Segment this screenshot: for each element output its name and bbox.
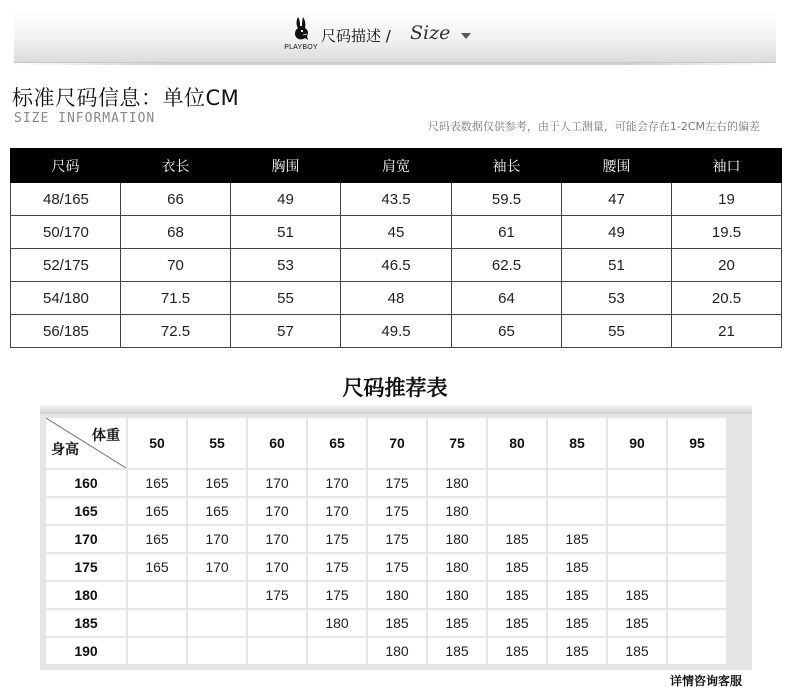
bunny-logo-icon (283, 15, 319, 43)
table-cell: 72.5 (121, 315, 231, 348)
table-cell: 20.5 (672, 282, 782, 315)
table-cell: 46.5 (341, 249, 452, 282)
header-band (14, 10, 776, 63)
recommend-header-row (46, 418, 726, 468)
recommend-topbar (40, 405, 752, 414)
recommend-cell: 165 (128, 470, 186, 496)
recommend-cell: 185 (428, 610, 486, 636)
height-label: 180 (46, 582, 126, 608)
brand-name: PLAYBOY (284, 44, 318, 51)
recommend-cell: 180 (428, 498, 486, 524)
recommend-cell: 170 (248, 498, 306, 524)
weight-header: 95 (668, 418, 726, 468)
table-cell: 66 (121, 183, 231, 216)
table-cell: 20 (672, 249, 782, 282)
recommend-cell: 175 (368, 554, 426, 580)
recommend-cell: 165 (128, 498, 186, 524)
weight-header: 60 (248, 418, 306, 468)
table-cell: 51 (231, 216, 341, 249)
table-cell: 68 (121, 216, 231, 249)
table-row (46, 470, 726, 496)
recommend-cell: 175 (368, 526, 426, 552)
recommend-cell: 180 (428, 470, 486, 496)
header-cell: 衣长 (121, 149, 231, 183)
table-row (46, 498, 726, 524)
recommend-cell: 185 (488, 638, 546, 664)
header-cell: 肩宽 (341, 149, 452, 183)
recommend-cell: 170 (188, 526, 246, 552)
header-script-title: Size (410, 22, 451, 44)
table-row (11, 183, 782, 216)
recommend-cell: 165 (188, 498, 246, 524)
recommend-cell (668, 554, 726, 580)
recommend-cell (548, 470, 606, 496)
table-cell: 65 (452, 315, 562, 348)
table-row (46, 610, 726, 636)
weight-header: 85 (548, 418, 606, 468)
recommend-title: 尺码推荐表 (342, 376, 448, 400)
table-cell: 61 (452, 216, 562, 249)
table-cell: 43.5 (341, 183, 452, 216)
size-table-header (11, 149, 782, 183)
recommend-cell: 185 (548, 638, 606, 664)
recommend-cell: 185 (548, 526, 606, 552)
table-row (11, 282, 782, 315)
table-cell: 19.5 (672, 216, 782, 249)
table-row (46, 638, 726, 664)
recommend-table (44, 416, 728, 666)
recommend-cell: 185 (608, 638, 666, 664)
recommend-cell: 180 (368, 638, 426, 664)
recommend-cell: 180 (308, 610, 366, 636)
corner-cell (46, 418, 126, 468)
height-label: 170 (46, 526, 126, 552)
recommend-cell: 170 (248, 470, 306, 496)
recommend-cell: 185 (548, 554, 606, 580)
weight-header: 80 (488, 418, 546, 468)
table-cell: 56/185 (11, 315, 121, 348)
table-cell: 51 (562, 249, 672, 282)
recommend-cell (668, 610, 726, 636)
recommend-cell: 170 (308, 498, 366, 524)
corner-height-label: 身高 (51, 442, 79, 458)
height-label: 190 (46, 638, 126, 664)
recommend-cell: 180 (368, 582, 426, 608)
header-cell: 尺码 (11, 149, 121, 183)
table-cell: 53 (562, 282, 672, 315)
recommend-cell (608, 554, 666, 580)
size-info-note: 尺码表数据仅供参考，由于人工测量，可能会存在1-2CM左右的偏差 (427, 120, 760, 133)
recommend-cell: 175 (368, 498, 426, 524)
weight-header: 65 (308, 418, 366, 468)
recommend-cell: 185 (548, 610, 606, 636)
size-info-subtitle: SIZE INFORMATION (14, 111, 156, 126)
recommend-cell (248, 610, 306, 636)
table-row (11, 249, 782, 282)
size-info-title: 标准尺码信息：单位CM (12, 86, 240, 110)
recommend-cell: 165 (188, 470, 246, 496)
table-cell: 47 (562, 183, 672, 216)
recommend-cell: 185 (488, 554, 546, 580)
table-cell: 55 (231, 282, 341, 315)
weight-header: 70 (368, 418, 426, 468)
table-cell: 57 (231, 315, 341, 348)
recommend-cell: 170 (248, 526, 306, 552)
recommend-cell (308, 638, 366, 664)
table-cell: 19 (672, 183, 782, 216)
table-cell: 55 (562, 315, 672, 348)
recommend-cell: 180 (428, 582, 486, 608)
footer-note: 详情咨询客服 (669, 674, 742, 688)
recommend-cell: 185 (428, 638, 486, 664)
recommend-cell: 185 (488, 526, 546, 552)
table-row (11, 315, 782, 348)
size-table (10, 148, 782, 348)
recommend-cell: 175 (368, 470, 426, 496)
table-cell: 50/170 (11, 216, 121, 249)
recommend-cell: 185 (608, 582, 666, 608)
recommend-cell: 165 (128, 554, 186, 580)
recommend-cell (548, 498, 606, 524)
table-row (46, 554, 726, 580)
table-cell: 64 (452, 282, 562, 315)
table-cell: 45 (341, 216, 452, 249)
weight-header: 55 (188, 418, 246, 468)
weight-header: 75 (428, 418, 486, 468)
height-label: 160 (46, 470, 126, 496)
recommend-cell (608, 526, 666, 552)
table-row (46, 582, 726, 608)
recommend-cell (668, 582, 726, 608)
table-cell: 62.5 (452, 249, 562, 282)
recommend-cell: 185 (548, 582, 606, 608)
header-title: 尺码描述 / (321, 27, 391, 45)
table-row (11, 216, 782, 249)
recommend-cell: 165 (128, 526, 186, 552)
table-cell: 54/180 (11, 282, 121, 315)
table-cell: 52/175 (11, 249, 121, 282)
recommend-cell: 185 (488, 610, 546, 636)
height-label: 185 (46, 610, 126, 636)
header-cell: 腰围 (562, 149, 672, 183)
recommend-cell (128, 582, 186, 608)
weight-header: 50 (128, 418, 186, 468)
recommend-cell (188, 582, 246, 608)
table-cell: 49.5 (341, 315, 452, 348)
recommend-cell (128, 638, 186, 664)
recommend-cell (128, 610, 186, 636)
table-cell: 48/165 (11, 183, 121, 216)
recommend-cell: 185 (608, 610, 666, 636)
header-cell: 袖口 (672, 149, 782, 183)
recommend-cell: 175 (308, 526, 366, 552)
recommend-cell (488, 470, 546, 496)
recommend-cell: 175 (308, 582, 366, 608)
recommend-cell: 170 (248, 554, 306, 580)
recommend-cell (608, 470, 666, 496)
recommend-cell (668, 470, 726, 496)
recommend-cell (668, 498, 726, 524)
recommend-cell (668, 526, 726, 552)
recommend-cell (248, 638, 306, 664)
table-cell: 71.5 (121, 282, 231, 315)
table-cell: 53 (231, 249, 341, 282)
height-label: 165 (46, 498, 126, 524)
recommend-cell (608, 498, 666, 524)
header-cell: 袖长 (452, 149, 562, 183)
recommend-cell: 180 (428, 554, 486, 580)
chevron-down-icon[interactable] (461, 33, 471, 39)
recommend-cell: 175 (308, 554, 366, 580)
recommend-cell (188, 610, 246, 636)
header-cell: 胸围 (231, 149, 341, 183)
table-cell: 70 (121, 249, 231, 282)
recommend-cell: 185 (368, 610, 426, 636)
table-cell: 59.5 (452, 183, 562, 216)
recommend-cell: 170 (308, 470, 366, 496)
table-cell: 48 (341, 282, 452, 315)
table-cell: 21 (672, 315, 782, 348)
recommend-cell (668, 638, 726, 664)
recommend-cell (188, 638, 246, 664)
recommend-cell: 185 (488, 582, 546, 608)
height-label: 175 (46, 554, 126, 580)
table-cell: 49 (231, 183, 341, 216)
table-row (46, 526, 726, 552)
table-cell: 49 (562, 216, 672, 249)
recommend-cell: 175 (248, 582, 306, 608)
brand-logo (283, 15, 319, 55)
corner-weight-label: 体重 (92, 428, 120, 444)
recommend-cell: 170 (188, 554, 246, 580)
recommend-cell: 180 (428, 526, 486, 552)
recommend-cell (488, 498, 546, 524)
header-divider (14, 63, 776, 65)
weight-header: 90 (608, 418, 666, 468)
